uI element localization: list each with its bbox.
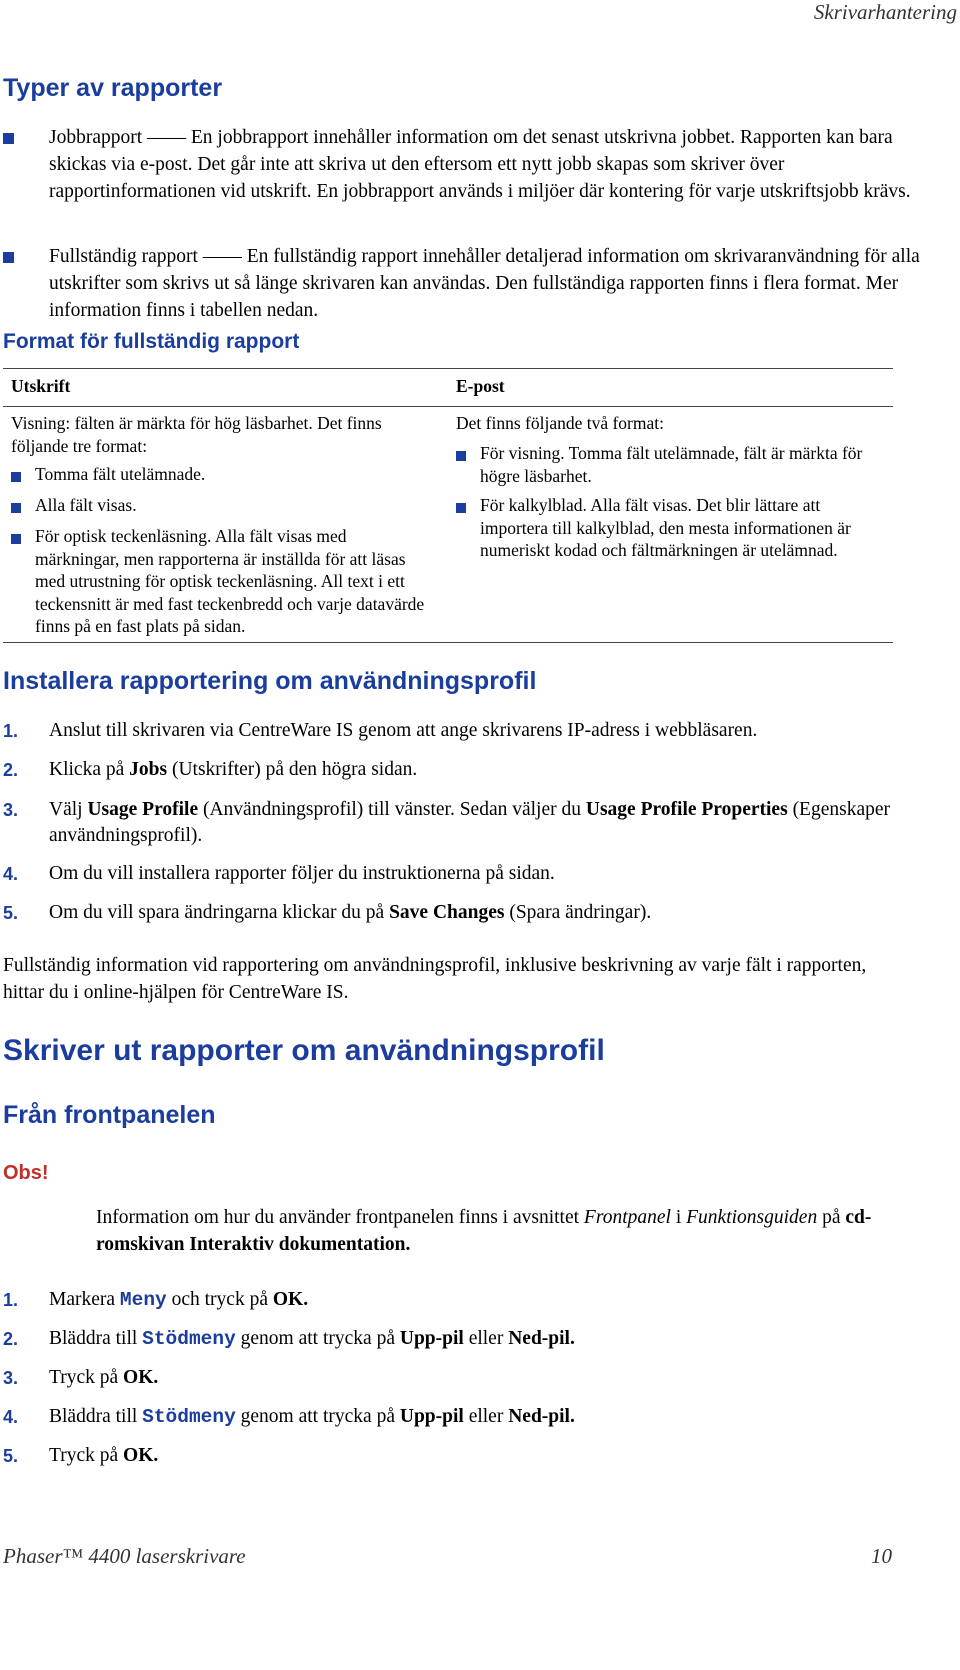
report-type-job: Jobbrapport —— En jobbrapport innehåller information om det senast utskrivna jobbet. Rapporten kan bara skickas via e-post. Det går inte att skriva ut den eftersom ett nytt jobb skapas som skriver över rapportinformationen vid utskrift. En jobbrapport används i miljöer där kontering för varje utskriftsjobb krävs. bbox=[49, 127, 911, 202]
step-number: 3. bbox=[3, 1368, 19, 1388]
step-number: 2. bbox=[3, 760, 19, 780]
install-step-5: Om du vill spara ändringarna klickar du på Save Changes (Spara ändringar). bbox=[49, 902, 652, 923]
footer-page-number: 10 bbox=[871, 1544, 892, 1568]
step-number: 5. bbox=[3, 1446, 19, 1466]
step-number: 5. bbox=[3, 903, 19, 923]
step-number: 4. bbox=[3, 864, 19, 884]
note-label: Obs! bbox=[3, 1162, 49, 1184]
table-print-item: Alla fält visas. bbox=[35, 495, 137, 515]
section-title-print: Skriver ut rapporter om användningsprofil bbox=[3, 1034, 605, 1067]
section-title-report-types: Typer av rapporter bbox=[3, 74, 223, 102]
bullet-icon bbox=[456, 500, 466, 518]
install-note: Fullständig information vid rapportering om användningsprofil, inklusive beskrivning av varje fält i rapporten, hittar du i online-hjälpen för CentreWare IS. bbox=[3, 955, 867, 1003]
table-email-item: För kalkylblad. Alla fält visas. Det blir lättare att importera till kalkylblad, den mesta informationen är numeriskt kodad och fältmärkningen är utelämnad. bbox=[480, 495, 851, 560]
bullet-icon bbox=[11, 469, 21, 487]
print-step-5: Tryck på OK. bbox=[49, 1445, 159, 1466]
step-number: 4. bbox=[3, 1407, 19, 1427]
step-number: 1. bbox=[3, 1290, 19, 1310]
table-email-item: För visning. Tomma fält utelämnade, fält är märkta för högre läsbarhet. bbox=[480, 443, 863, 486]
bullet-icon bbox=[11, 500, 21, 518]
table-email-intro: Det finns följande två format: bbox=[456, 413, 664, 433]
table-print-item: Tomma fält utelämnade. bbox=[35, 464, 206, 484]
subsection-title-front-panel: Från frontpanelen bbox=[3, 1101, 216, 1129]
section-title-format: Format för fullständig rapport bbox=[3, 330, 300, 353]
install-step-1: Anslut till skrivaren via CentreWare IS genom att ange skrivarens IP-adress i webbläsaren. bbox=[49, 720, 758, 741]
note-text: Information om hur du använder frontpanelen finns i avsnittet Frontpanel i Funktionsguiden på cd-romskivan Interaktiv dokumentation. bbox=[96, 1207, 872, 1255]
install-step-2: Klicka på Jobs (Utskrifter) på den högra sidan. bbox=[49, 759, 418, 780]
table-top-rule bbox=[3, 368, 893, 369]
print-step-4: Bläddra till Stödmeny genom att trycka på Upp-pil eller Ned-pil. bbox=[49, 1406, 575, 1428]
bullet-icon bbox=[3, 250, 14, 268]
report-type-full: Fullständig rapport —— En fullständig rapport innehåller detaljerad information om skrivaranvändning för alla utskrifter som skrivs ut så länge skrivaren kan användas. Den fullständiga rapporten finns i flera format. Mer information finns i tabellen nedan. bbox=[49, 246, 920, 321]
table-header-rule bbox=[3, 406, 893, 407]
bullet-icon bbox=[3, 131, 14, 149]
running-header: Skrivarhantering bbox=[813, 0, 957, 24]
table-header-email: E-post bbox=[456, 376, 505, 396]
step-number: 1. bbox=[3, 721, 19, 741]
install-step-4: Om du vill installera rapporter följer du instruktionerna på sidan. bbox=[49, 863, 555, 884]
step-number: 3. bbox=[3, 800, 19, 820]
footer-product: Phaser™ 4400 laserskrivare bbox=[3, 1544, 246, 1568]
table-print-intro: Visning: fälten är märkta för hög läsbarhet. Det finns följande tre format: bbox=[11, 413, 382, 456]
print-step-3: Tryck på OK. bbox=[49, 1367, 159, 1388]
install-step-3: Välj Usage Profile (Användningsprofil) till vänster. Sedan väljer du Usage Profile Properties (Egenskaper användningsprofil). bbox=[49, 799, 891, 846]
bullet-icon bbox=[11, 531, 21, 549]
step-number: 2. bbox=[3, 1329, 19, 1349]
print-step-2: Bläddra till Stödmeny genom att trycka på Upp-pil eller Ned-pil. bbox=[49, 1328, 575, 1350]
bullet-icon bbox=[456, 448, 466, 466]
table-bottom-rule bbox=[3, 642, 893, 643]
print-step-1: Markera Meny och tryck på OK. bbox=[49, 1289, 309, 1311]
table-print-item: För optisk teckenläsning. Alla fält visas med märkningar, men rapporterna är inställda för att läsas med utrustning för optisk teckenläsning. All text i ett teckensnitt är med fast teckenbredd och varje datavärde finns på en fast plats på sidan. bbox=[35, 526, 425, 636]
section-title-install: Installera rapportering om användningsprofil bbox=[3, 667, 537, 695]
table-header-print: Utskrift bbox=[11, 376, 71, 396]
